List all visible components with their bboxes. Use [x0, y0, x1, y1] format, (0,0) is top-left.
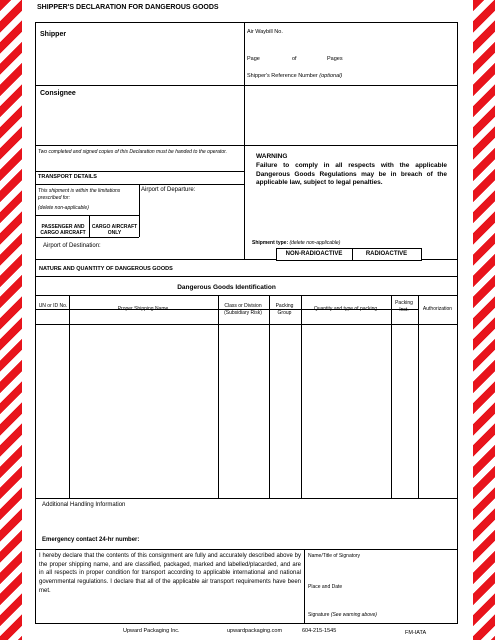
shipper-reference-optional: (optional): [319, 73, 343, 79]
warning-text: Failure to comply in all respects with the applicable Dangerous Goods Regulations may be in breach of the applicable law, subject to legal penalties.: [256, 162, 447, 186]
shipper-reference-text: Shipper's Reference Number: [247, 73, 318, 79]
dg-identification-header: Dangerous Goods Identification: [177, 284, 276, 291]
signature-text: Signature: [308, 612, 330, 618]
dangerous-goods-table-body[interactable]: [36, 324, 457, 496]
consignee-field[interactable]: [37, 100, 241, 142]
footer-website[interactable]: upwardpackaging.com: [227, 628, 283, 634]
airport-destination-label: Airport of Destination:: [43, 243, 101, 249]
signature-note: (See warning above): [330, 612, 377, 618]
col-shipping-name: Proper Shipping Name: [117, 306, 169, 312]
page-number-field[interactable]: [265, 54, 290, 64]
declaration-statement: I hereby declare that the contents of this consignment are fully and accurately described above by the proper shipping name, and are classified, packaged, marked and labelled/placarded, and are in all respects in proper condition for transport according to applicable international and national governmental regulations. I declare that all of the applicable air transport requirements have been met.: [39, 553, 301, 594]
place-date-field[interactable]: [306, 591, 456, 609]
of-label: of: [292, 56, 297, 62]
footer-company: Upward Packaging Inc.: [123, 628, 180, 634]
airport-departure-field[interactable]: [141, 196, 241, 236]
additional-handling-label: Additional Handling Information: [42, 502, 126, 508]
col-authorization: Authorization: [422, 306, 453, 312]
page-label: Page: [247, 56, 260, 62]
consignee-right-field[interactable]: [245, 87, 455, 142]
col-class-division: Class or Division (Subsidiary Risk): [224, 303, 262, 316]
shipment-type-note: (delete non-applicable): [289, 240, 341, 246]
footer-form-code: FM-IATA: [405, 630, 427, 636]
col-quantity-type: Quantity and type of packing: [313, 306, 378, 312]
name-title-label: Name/Title of Signatory: [308, 553, 361, 559]
air-waybill-label: Air Waybill No.: [247, 29, 283, 35]
emergency-contact-label: Emergency contact 24-hr number:: [42, 537, 140, 543]
right-hazard-stripe: [473, 0, 495, 640]
name-title-field[interactable]: [306, 560, 456, 580]
pages-label: Pages: [327, 56, 343, 62]
non-radioactive-option[interactable]: NON-RADIOACTIVE: [285, 251, 343, 257]
nature-quantity-label: NATURE AND QUANTITY OF DANGEROUS GOODS: [39, 266, 173, 272]
transport-details-label: TRANSPORT DETAILS: [38, 174, 97, 180]
radioactive-option[interactable]: RADIOACTIVE: [365, 251, 408, 257]
copies-note: Two completed and signed copies of this Declaration must be handed to the operator.: [38, 149, 228, 155]
signature-label: [308, 612, 377, 618]
shipment-limitations-note: This shipment is within the limitations prescribed for:: [38, 188, 121, 201]
delete-non-applicable-note: (delete non-applicable): [38, 205, 89, 211]
additional-handling-field[interactable]: [36, 510, 457, 535]
shipper-label: Shipper: [40, 31, 67, 38]
footer-phone: 604-215-1545: [302, 628, 337, 634]
consignee-label: Consignee: [40, 90, 76, 97]
shipment-type-text: Shipment type:: [252, 240, 289, 246]
form-title: SHIPPER'S DECLARATION FOR DANGEROUS GOODS: [37, 4, 219, 11]
warning-title: WARNING: [256, 153, 288, 160]
total-pages-field[interactable]: [300, 54, 325, 64]
shipper-reference-label: [247, 73, 342, 79]
col-packing-group: Packing Group: [275, 303, 294, 316]
shipment-type-label: [252, 240, 340, 246]
shipper-field[interactable]: [37, 40, 241, 82]
airport-destination-field[interactable]: [110, 240, 240, 254]
airport-departure-label: Airport of Departure:: [141, 187, 196, 193]
left-hazard-stripe: [0, 0, 22, 640]
place-date-label: Place and Date: [308, 584, 343, 590]
col-un-no: UN or ID No.: [38, 303, 68, 309]
col-packing-inst: Packing Inst.: [395, 300, 413, 313]
cargo-aircraft-only-option[interactable]: CARGO AIRCRAFT ONLY: [91, 224, 138, 236]
passenger-cargo-aircraft-option[interactable]: PASSENGER AND CARGO AIRCRAFT: [40, 224, 86, 236]
air-waybill-field[interactable]: [290, 27, 450, 37]
